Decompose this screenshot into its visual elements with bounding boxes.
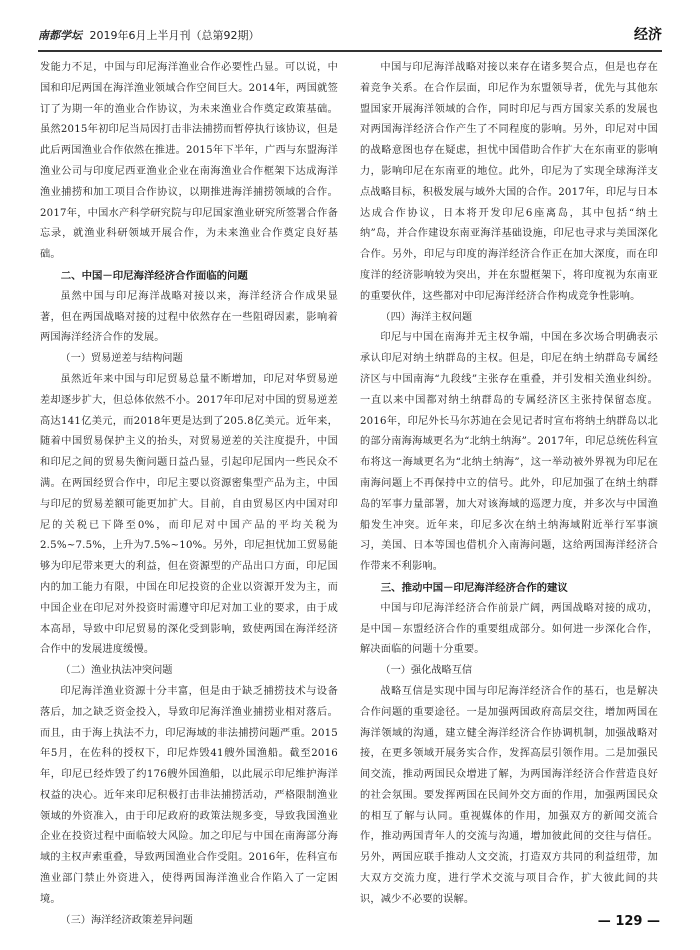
subsection-heading: （二）渔业执法冲突问题	[60, 665, 173, 677]
journal-info	[38, 27, 260, 43]
body-paragraph: 印尼海洋渔业资源十分丰富，但是由于缺乏捕捞技术与设备落后，加之缺乏资金投入，导致印尼海洋渔业捕捞业相对落后。而且，由于海上执法不力，印尼海域的非法捕捞问题严重。2015年5月，在佐科的授权下，印尼炸毁41艘外国渔船。截至2016年，印尼已经炸毁了约176艘外国渔船，以此展示印尼维护海洋权益的决心。近年来印尼积极打击非法捕捞活动，严格限制渔业领域的外资准入，由于印尼政府的政策法规多变，导致我国渔业企业在投资过程中面临较大风险。加之印尼与中国在南海部分海域的主权声索重叠，导致两国渔业合作受阻。2016年，佐科宣布渔业部门禁止外资进入，使得两国海洋渔业合作陷入了一定困境。	[40, 685, 338, 905]
body-paragraph: 印尼与中国在南海并无主权争端，中国在多次场合明确表示承认印尼对纳土纳群岛的主权。但是，印尼在纳土纳群岛专属经济区与中国南海“九段线”主张存在重叠，并引发相关渔业纠纷。一直以来中国都对纳土纳群岛的专属经济区主张持保留态度。2016年，印尼外长马尔苏迪在会见记者时宣布将纳土纳群岛以北的部分南海海域更名为“北纳土纳海”。2017年，印尼总统佐科宣布将这一海域更名为“北纳土纳海”，这一举动被外界视为印尼在南海问题上不再保持中立的信号。此外，印尼加强了在纳土纳群岛的军事力量部署，加大对该海域的巡逻力度，并多次与中国渔船发生冲突。近年来，印尼多次在纳土纳海域附近举行军事演习，美国、日本等国也借机介入南海问题，这给两国海洋经济合作带来不利影响。	[360, 332, 658, 573]
running-header	[38, 24, 662, 48]
subsection-heading: （三）海洋经济政策差异问题	[60, 914, 193, 926]
body-paragraph: 中国与印尼海洋战略对接以来存在诸多契合点，但是也存在着竞争关系。在合作层面，印尼作为东盟领导者，优先与其他东盟国家开展海洋领域的合作，同时印尼与西方国家关系的发展也对两国海洋经济合作产生了不同程度的影响。另外，印尼对中国的战略意图也存在疑虑，担忧中国借助合作扩大在东南亚的影响力，影响印尼在东南亚的地位。此外，印尼为了实现全球海洋支点战略目标，积极发展与域外大国的合作。2017年，印尼与日本达成合作协议，日本将开发印尼6座离岛，其中包括“纳土纳”岛，并合作建设东南亚海洋基础设施，印尼也寻求与美国深化合作。另外，印尼与印度的海洋经济合作正在加大深度，而在印度洋的经济影响较为突出，并在东盟框架下，将印度视为东南亚的重要伙伴，这些都对中印尼海洋经济合作构成竞争性影响。	[360, 62, 658, 302]
continued-paragraph: 发能力不足，中国与印尼海洋渔业合作必要性凸显。可以说，中国和印尼两国在海洋渔业领域合作空间巨大。2014年，两国就签订了为期一年的渔业合作协议，为未来渔业合作奠定政策基础。虽然2015年初印尼当局因打击非法捕捞而暂停执行该协议，但是此后两国渔业合作依然在推进。2015年下半年，广西与东盟海洋渔业公司与印度尼西亚渔业企业在南海渔业合作框架下达成海洋渔业捕捞和加工项目合作协议，以期推进海洋捕捞领域的合作。2017年，中国水产科学研究院与印尼国家渔业研究所签署合作备忘录，就渔业科研领域开展合作，为未来渔业合作奠定良好基础。	[40, 62, 338, 261]
subsection-heading: （一）贸易逆差与结构问题	[60, 353, 183, 365]
body-paragraph: 中国与印尼海洋经济合作前景广阔，两国战略对接的成功，是中国－东盟经济合作的重要组成部分。如何进一步深化合作，解决面临的问题十分重要。	[360, 602, 658, 656]
journal-name: 南都学坛	[38, 29, 82, 42]
section-heading: 二、中国－印尼海洋经济合作面临的问题	[60, 269, 248, 282]
subsection-heading: （四）海洋主权问题	[380, 311, 473, 323]
body-paragraph: 虽然近年来中国与印尼贸易总量不断增加，印尼对华贸易逆差却逐步扩大，但总体依然不小。2017年印尼对中国的贸易逆差高达141亿美元，而2018年更是达到了205.8亿美元。近年来，随着中国贸易保护主义的抬头，对贸易逆差的关注度提升，中国和印尼之间的贸易失衡问题日益凸显，引起印尼国内一些民众不满。在两国经贸合作中，印尼主要以资源密集型产品为主，中国与印尼的贸易差额可能更加扩大。目前，自由贸易区内中国对印尼的关税已下降至0%，而印尼对中国产品的平均关税为2.5%~7.5%，上升为7.5%~10%。另外，印尼担忧加工贸易能够为印尼带来更大的利益，但在资源型的产品出口方面，印尼国内的加工能力有限，中国在印尼投资的企业以资源开发为主，而中国企业在印尼对外投资时需遵守印尼对加工业的要求，由于成本高昂，导致中印尼贸易的深化受到影响，致使两国在海洋经济合作中的发展进度缓慢。	[40, 373, 338, 656]
left-column	[40, 58, 338, 926]
subsection-heading: （一）强化战略互信	[380, 665, 473, 677]
section-heading: 三、推动中国－印尼海洋经济合作的建议	[380, 581, 568, 594]
page-number: — 129 —	[597, 914, 660, 929]
body-paragraph: 战略互信是实现中国与印尼海洋经济合作的基石，也是解决合作问题的重要途径。一是加强两国政府高层交往，增加两国在海洋领域的沟通，建立健全海洋经济合作协调机制，加强战略对接，在更多领域开展务实合作，发挥高层引领作用。二是加强民间交流，推动两国民众增进了解，为两国海洋经济合作营造良好的社会氛围。要发挥两国在民间外交方面的作用，加强两国民众的相互了解与认同。重视媒体的作用，加强双方的新闻交流合作，推动两国青年人的交流与沟通，增加彼此间的交往与信任。另外，两国应联手推动人文交流，打造双方共同的利益纽带，加大双方交流力度，进行学术交流与项目合作，扩大彼此间的共识，减少不必要的误解。	[360, 685, 658, 905]
right-column	[360, 58, 658, 908]
body-paragraph: 虽然中国与印尼海洋战略对接以来，海洋经济合作成果显著，但在两国战略对接的过程中依然存在一些阻碍因素，影响着两国海洋经济合作的发展。	[40, 290, 338, 344]
issue-info: 2019年6月上半月刊（总第92期）	[89, 29, 260, 42]
header-rule	[38, 50, 662, 52]
section-label: 经济	[634, 27, 662, 43]
